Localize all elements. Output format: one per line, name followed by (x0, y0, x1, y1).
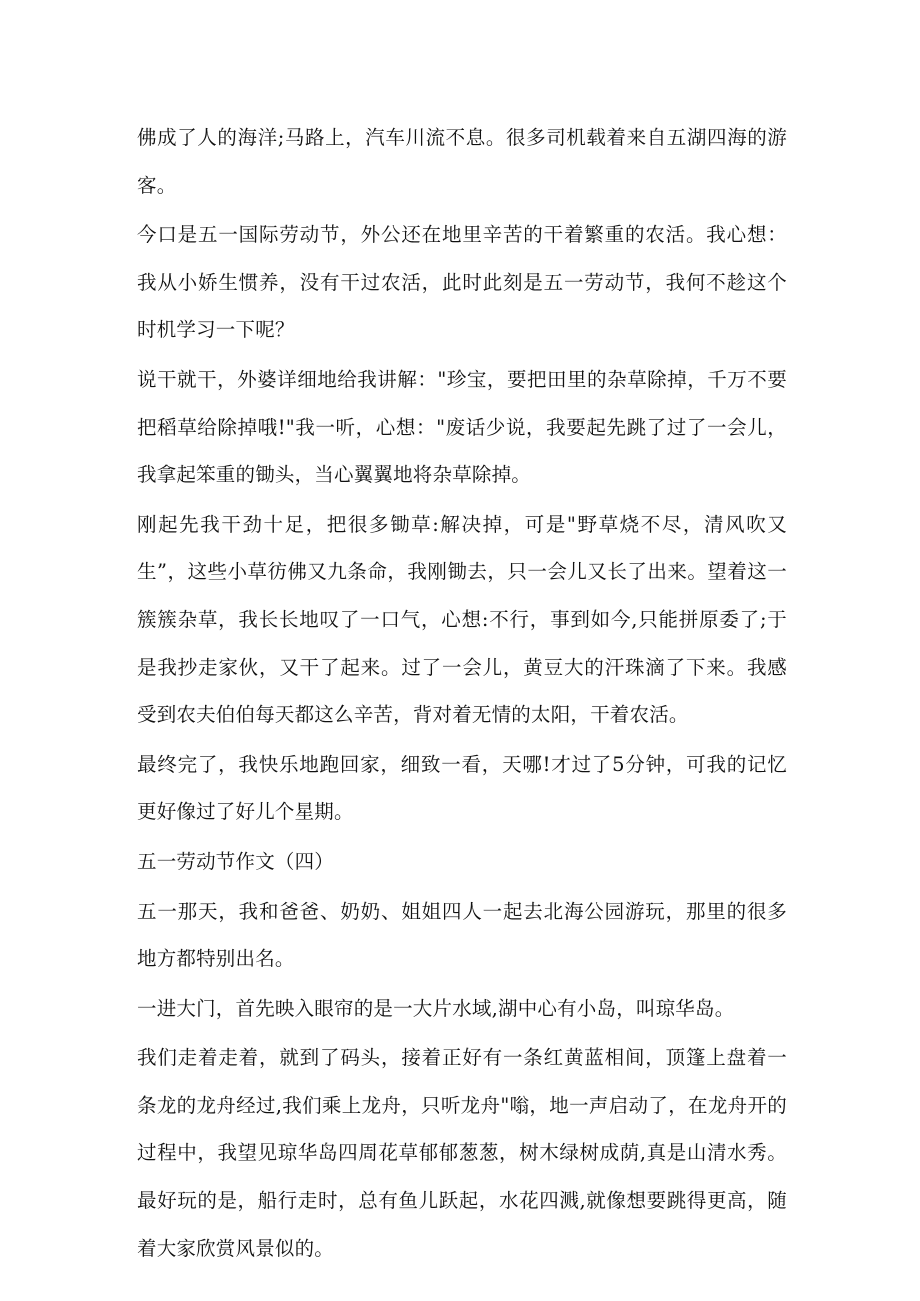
paragraph-6: 五一那天，我和爸爸、奶奶、姐姐四人一起去北海公园游玩，那里的很多地方都特别出名。 (137, 899, 787, 971)
paragraph-3: 说干就干，外婆详细地给我讲解："珍宝，要把田里的杂草除掉，千万不要把稻草给除掉哦!"我一听，心想："废话少说，我要起先跳了过了一会儿，我拿起笨重的锄头，当心翼翼地将杂草除掉。 (137, 367, 787, 487)
paragraph-7: 一进大门，首先映入眼帘的是一大片水域,湖中心有小岛，叫琼华岛。 (137, 996, 735, 1020)
paragraph-2: 今口是五一国际劳动节，外公还在地里辛苦的干着繁重的农活。我心想：我从小娇生惯养，没有干过农活，此时此刻是五一劳动节，我何不趁这个时机学习一下呢？ (137, 223, 787, 342)
section-heading: 五一劳动节作文（四） (137, 849, 335, 873)
paragraph-1: 佛成了人的海洋;马路上，汽车川流不息。很多司机载着来自五湖四海的游客。 (137, 126, 787, 197)
paragraph-5: 最终完了，我快乐地跑回家，细致一看，天哪!才过了5分钟，可我的记忆更好像过了好儿个星期。 (137, 752, 787, 824)
document-body (137, 114, 787, 1274)
paragraph-4: 刚起先我干劲十足，把很多锄草:解决掉，可是"野草烧不尽，清风吹又生”，这些小草彷佛又九条命，我刚锄去，只一会儿又长了出来。望着这一簇簇杂草，我长长地叹了一口气，心想:不行，事到如今,只能拼原委了;于是我抄走家伙，又干了起来。过了一会儿，黄豆大的汗珠滴了下来。我感受到农夫伯伯每天都这么辛苦，背对着无情的太阳，干着农活。 (137, 512, 787, 727)
paragraph-8: 我们走着走着，就到了码头，接着正好有一条红黄蓝相间，顶篷上盘着一条龙的龙舟经过,我们乘上龙舟，只听龙舟"嗡，地一声启动了，在龙舟开的过程中，我望见琼华岛四周花草郁郁葱葱，树木绿树成荫,真是山清水秀。最好玩的是，船行走时，总有鱼儿跃起，水花四溅,就像想要跳得更高，随着大家欣赏风景似的。 (137, 1046, 787, 1260)
